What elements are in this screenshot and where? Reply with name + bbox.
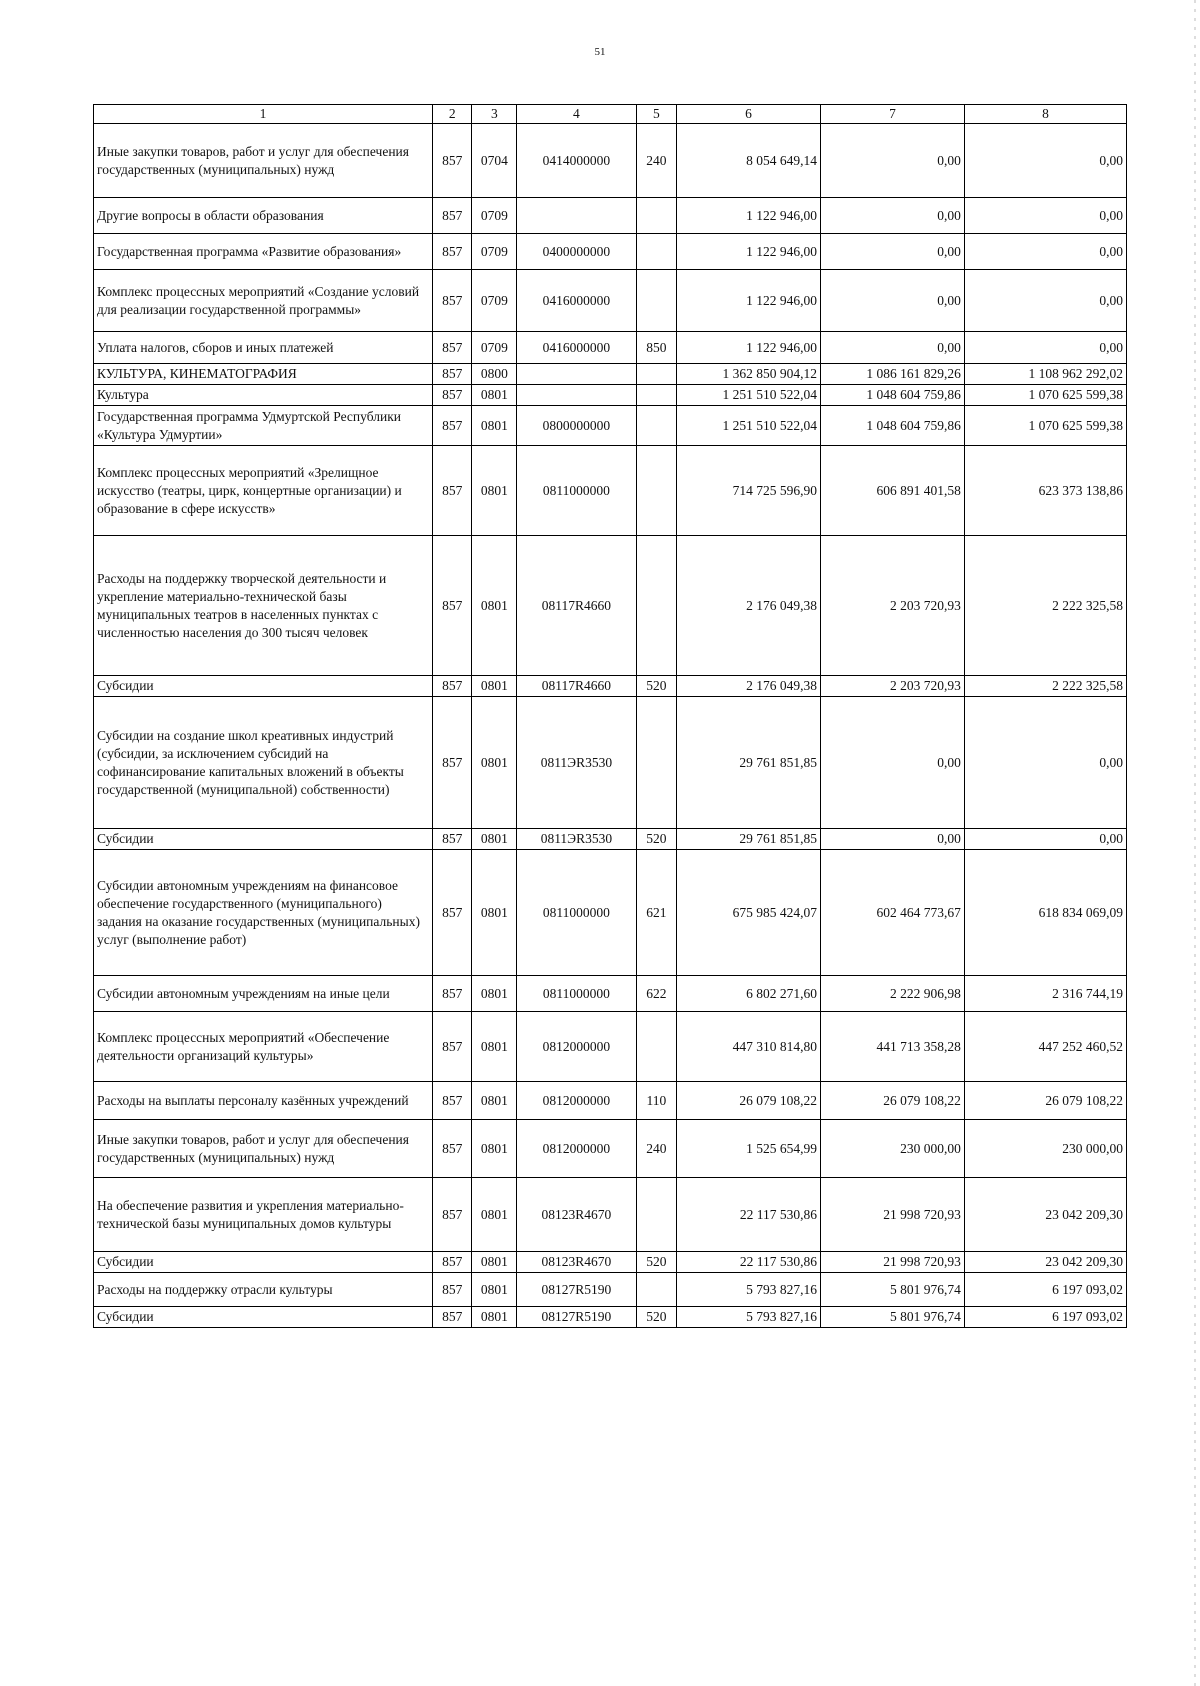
table-row xyxy=(94,1082,1127,1120)
row-value-cell: 623 373 138,86 xyxy=(964,446,1126,536)
row-value-cell: 0416000000 xyxy=(517,332,636,364)
row-value-cell: 857 xyxy=(433,198,472,234)
row-value-cell: 22 117 530,86 xyxy=(677,1252,821,1273)
row-value-cell: 0801 xyxy=(472,676,517,697)
row-value-cell: 0704 xyxy=(472,124,517,198)
table-row xyxy=(94,446,1127,536)
row-name-cell: Культура xyxy=(94,385,433,406)
row-value-cell: 0709 xyxy=(472,332,517,364)
header-cell: 4 xyxy=(517,105,636,124)
row-value-cell: 857 xyxy=(433,234,472,270)
row-value-cell: 0811000000 xyxy=(517,446,636,536)
row-value-cell: 08123R4670 xyxy=(517,1252,636,1273)
row-value-cell: 0414000000 xyxy=(517,124,636,198)
row-value-cell: 1 122 946,00 xyxy=(677,198,821,234)
row-value-cell: 8 054 649,14 xyxy=(677,124,821,198)
row-value-cell xyxy=(517,385,636,406)
row-value-cell xyxy=(636,536,677,676)
row-value-cell: 857 xyxy=(433,1120,472,1178)
row-value-cell: 0,00 xyxy=(821,124,965,198)
row-name-cell: Расходы на выплаты персоналу казённых учреждений xyxy=(94,1082,433,1120)
row-value-cell: 0801 xyxy=(472,697,517,829)
row-name-cell: Комплекс процессных мероприятий «Обеспечение деятельности организаций культуры» xyxy=(94,1012,433,1082)
row-value-cell: 1 251 510 522,04 xyxy=(677,406,821,446)
row-value-cell: 0800 xyxy=(472,364,517,385)
table-row xyxy=(94,124,1127,198)
row-value-cell: 857 xyxy=(433,1307,472,1328)
row-name-cell: Государственная программа Удмуртской Республики «Культура Удмуртии» xyxy=(94,406,433,446)
row-value-cell: 1 122 946,00 xyxy=(677,234,821,270)
table-row xyxy=(94,1252,1127,1273)
row-value-cell: 447 310 814,80 xyxy=(677,1012,821,1082)
row-value-cell: 23 042 209,30 xyxy=(964,1252,1126,1273)
row-value-cell: 606 891 401,58 xyxy=(821,446,965,536)
row-value-cell: 0801 xyxy=(472,1120,517,1178)
row-name-cell: Субсидии xyxy=(94,1252,433,1273)
row-value-cell: 26 079 108,22 xyxy=(677,1082,821,1120)
row-value-cell: 2 222 325,58 xyxy=(964,676,1126,697)
page-number: 51 xyxy=(594,46,606,58)
row-value-cell: 0801 xyxy=(472,829,517,850)
row-value-cell: 5 793 827,16 xyxy=(677,1307,821,1328)
table-row xyxy=(94,1273,1127,1307)
row-name-cell: Иные закупки товаров, работ и услуг для обеспечения государственных (муниципальных) нужд xyxy=(94,124,433,198)
row-value-cell xyxy=(636,1012,677,1082)
row-value-cell: 520 xyxy=(636,1307,677,1328)
row-value-cell: 0,00 xyxy=(821,234,965,270)
row-value-cell: 22 117 530,86 xyxy=(677,1178,821,1252)
row-value-cell: 857 xyxy=(433,536,472,676)
row-value-cell: 857 xyxy=(433,850,472,976)
header-cell: 7 xyxy=(821,105,965,124)
row-value-cell: 26 079 108,22 xyxy=(821,1082,965,1120)
row-value-cell: 21 998 720,93 xyxy=(821,1252,965,1273)
row-value-cell: 622 xyxy=(636,976,677,1012)
row-value-cell: 857 xyxy=(433,976,472,1012)
table-row xyxy=(94,829,1127,850)
row-value-cell: 2 203 720,93 xyxy=(821,676,965,697)
row-name-cell: Комплекс процессных мероприятий «Создание условий для реализации государственной программы» xyxy=(94,270,433,332)
header-cell: 2 xyxy=(433,105,472,124)
row-value-cell: 714 725 596,90 xyxy=(677,446,821,536)
row-value-cell: 0,00 xyxy=(964,198,1126,234)
scan-edge-artifact xyxy=(1194,0,1196,1686)
row-value-cell: 857 xyxy=(433,446,472,536)
row-value-cell: 0,00 xyxy=(964,829,1126,850)
row-value-cell: 2 176 049,38 xyxy=(677,536,821,676)
row-value-cell: 0,00 xyxy=(964,332,1126,364)
row-value-cell: 0811ЭR3530 xyxy=(517,697,636,829)
row-value-cell: 0400000000 xyxy=(517,234,636,270)
row-value-cell: 0811000000 xyxy=(517,850,636,976)
row-value-cell: 447 252 460,52 xyxy=(964,1012,1126,1082)
row-value-cell: 0812000000 xyxy=(517,1120,636,1178)
row-value-cell: 0709 xyxy=(472,198,517,234)
row-value-cell: 857 xyxy=(433,829,472,850)
row-value-cell: 857 xyxy=(433,1252,472,1273)
header-cell: 1 xyxy=(94,105,433,124)
table-row xyxy=(94,198,1127,234)
row-value-cell: 240 xyxy=(636,1120,677,1178)
row-value-cell: 2 203 720,93 xyxy=(821,536,965,676)
row-value-cell xyxy=(636,406,677,446)
row-value-cell: 857 xyxy=(433,124,472,198)
row-value-cell: 1 122 946,00 xyxy=(677,270,821,332)
row-value-cell: 850 xyxy=(636,332,677,364)
row-value-cell: 0,00 xyxy=(821,198,965,234)
row-name-cell: Расходы на поддержку творческой деятельности и укрепление материально-технической базы муниципальных театров в населенных пунктах с численностью населения до 300 тысяч человек xyxy=(94,536,433,676)
row-value-cell: 0811ЭR3530 xyxy=(517,829,636,850)
row-value-cell: 0812000000 xyxy=(517,1082,636,1120)
row-value-cell: 110 xyxy=(636,1082,677,1120)
row-value-cell: 08117R4660 xyxy=(517,676,636,697)
row-name-cell: Субсидии xyxy=(94,676,433,697)
row-value-cell xyxy=(517,198,636,234)
row-value-cell: 0801 xyxy=(472,446,517,536)
row-value-cell: 21 998 720,93 xyxy=(821,1178,965,1252)
row-value-cell: 602 464 773,67 xyxy=(821,850,965,976)
row-value-cell: 857 xyxy=(433,1082,472,1120)
row-value-cell: 0800000000 xyxy=(517,406,636,446)
row-value-cell: 1 048 604 759,86 xyxy=(821,385,965,406)
row-value-cell: 08117R4660 xyxy=(517,536,636,676)
row-value-cell: 2 222 906,98 xyxy=(821,976,965,1012)
row-value-cell: 857 xyxy=(433,1012,472,1082)
row-value-cell: 1 525 654,99 xyxy=(677,1120,821,1178)
row-value-cell: 0,00 xyxy=(821,270,965,332)
row-value-cell: 1 070 625 599,38 xyxy=(964,406,1126,446)
row-value-cell: 0801 xyxy=(472,536,517,676)
header-cell: 6 xyxy=(677,105,821,124)
row-value-cell: 1 048 604 759,86 xyxy=(821,406,965,446)
row-value-cell: 0,00 xyxy=(964,270,1126,332)
row-value-cell: 0801 xyxy=(472,1012,517,1082)
row-value-cell: 0,00 xyxy=(821,829,965,850)
row-value-cell: 26 079 108,22 xyxy=(964,1082,1126,1120)
row-value-cell: 0801 xyxy=(472,1082,517,1120)
row-value-cell: 0416000000 xyxy=(517,270,636,332)
row-name-cell: На обеспечение развития и укрепления материально-технической базы муниципальных домов культуры xyxy=(94,1178,433,1252)
row-value-cell: 1 251 510 522,04 xyxy=(677,385,821,406)
table-row xyxy=(94,850,1127,976)
row-value-cell xyxy=(636,1178,677,1252)
row-value-cell: 23 042 209,30 xyxy=(964,1178,1126,1252)
row-value-cell xyxy=(636,364,677,385)
table-row xyxy=(94,1178,1127,1252)
row-name-cell: Комплекс процессных мероприятий «Зрелищное искусство (театры, цирк, концертные организации) и образование в сфере искусств» xyxy=(94,446,433,536)
row-value-cell xyxy=(636,270,677,332)
row-value-cell: 6 802 271,60 xyxy=(677,976,821,1012)
row-value-cell: 5 793 827,16 xyxy=(677,1273,821,1307)
row-value-cell: 230 000,00 xyxy=(964,1120,1126,1178)
row-value-cell: 441 713 358,28 xyxy=(821,1012,965,1082)
table-row xyxy=(94,676,1127,697)
row-value-cell: 0811000000 xyxy=(517,976,636,1012)
row-value-cell: 0,00 xyxy=(964,234,1126,270)
row-name-cell: Другие вопросы в области образования xyxy=(94,198,433,234)
row-value-cell: 1 362 850 904,12 xyxy=(677,364,821,385)
row-value-cell: 2 176 049,38 xyxy=(677,676,821,697)
row-value-cell: 6 197 093,02 xyxy=(964,1307,1126,1328)
row-value-cell: 29 761 851,85 xyxy=(677,829,821,850)
table-row xyxy=(94,1012,1127,1082)
row-value-cell: 520 xyxy=(636,676,677,697)
row-value-cell: 5 801 976,74 xyxy=(821,1273,965,1307)
header-row xyxy=(94,105,1127,124)
row-value-cell: 2 222 325,58 xyxy=(964,536,1126,676)
table-row xyxy=(94,332,1127,364)
row-value-cell: 0801 xyxy=(472,850,517,976)
header-cell: 3 xyxy=(472,105,517,124)
row-value-cell: 08127R5190 xyxy=(517,1307,636,1328)
row-value-cell: 857 xyxy=(433,332,472,364)
row-value-cell: 520 xyxy=(636,1252,677,1273)
row-value-cell: 857 xyxy=(433,406,472,446)
row-value-cell: 6 197 093,02 xyxy=(964,1273,1126,1307)
row-value-cell: 0,00 xyxy=(964,124,1126,198)
row-value-cell: 857 xyxy=(433,1273,472,1307)
row-value-cell: 621 xyxy=(636,850,677,976)
table-row xyxy=(94,976,1127,1012)
table-row xyxy=(94,1120,1127,1178)
row-value-cell: 0801 xyxy=(472,1178,517,1252)
row-name-cell: Уплата налогов, сборов и иных платежей xyxy=(94,332,433,364)
row-value-cell: 0801 xyxy=(472,1307,517,1328)
row-value-cell: 0801 xyxy=(472,1252,517,1273)
row-name-cell: КУЛЬТУРА, КИНЕМАТОГРАФИЯ xyxy=(94,364,433,385)
row-value-cell: 08123R4670 xyxy=(517,1178,636,1252)
table-row xyxy=(94,364,1127,385)
row-name-cell: Субсидии автономным учреждениям на финансовое обеспечение государственного (муниципального) задания на оказание государственных (муниципальных) услуг (выполнение работ) xyxy=(94,850,433,976)
table-row xyxy=(94,536,1127,676)
row-value-cell: 240 xyxy=(636,124,677,198)
row-name-cell: Иные закупки товаров, работ и услуг для обеспечения государственных (муниципальных) нужд xyxy=(94,1120,433,1178)
row-value-cell: 857 xyxy=(433,385,472,406)
row-value-cell: 0709 xyxy=(472,270,517,332)
row-name-cell: Субсидии на создание школ креативных индустрий (субсидии, за исключением субсидий на софинансирование капитальных вложений в объекты государственной (муниципальной) собственности) xyxy=(94,697,433,829)
row-name-cell: Субсидии xyxy=(94,829,433,850)
row-value-cell: 1 070 625 599,38 xyxy=(964,385,1126,406)
row-value-cell: 0,00 xyxy=(821,697,965,829)
row-value-cell: 0,00 xyxy=(964,697,1126,829)
table-row xyxy=(94,697,1127,829)
row-name-cell: Субсидии автономным учреждениям на иные цели xyxy=(94,976,433,1012)
row-value-cell xyxy=(636,385,677,406)
row-value-cell: 1 086 161 829,26 xyxy=(821,364,965,385)
row-value-cell: 29 761 851,85 xyxy=(677,697,821,829)
row-value-cell: 857 xyxy=(433,270,472,332)
row-value-cell: 230 000,00 xyxy=(821,1120,965,1178)
row-value-cell xyxy=(636,198,677,234)
row-value-cell: 0801 xyxy=(472,406,517,446)
row-name-cell: Расходы на поддержку отрасли культуры xyxy=(94,1273,433,1307)
header-cell: 5 xyxy=(636,105,677,124)
row-value-cell: 1 108 962 292,02 xyxy=(964,364,1126,385)
row-value-cell: 857 xyxy=(433,364,472,385)
row-value-cell xyxy=(636,1273,677,1307)
row-value-cell: 520 xyxy=(636,829,677,850)
table-row xyxy=(94,234,1127,270)
row-value-cell: 0801 xyxy=(472,385,517,406)
row-value-cell: 675 985 424,07 xyxy=(677,850,821,976)
row-value-cell: 1 122 946,00 xyxy=(677,332,821,364)
budget-table xyxy=(93,104,1127,1328)
table-row xyxy=(94,1307,1127,1328)
row-value-cell xyxy=(517,364,636,385)
table-row xyxy=(94,385,1127,406)
row-value-cell: 0801 xyxy=(472,976,517,1012)
row-value-cell: 857 xyxy=(433,676,472,697)
row-name-cell: Государственная программа «Развитие образования» xyxy=(94,234,433,270)
row-value-cell: 0709 xyxy=(472,234,517,270)
row-value-cell: 2 316 744,19 xyxy=(964,976,1126,1012)
row-value-cell: 08127R5190 xyxy=(517,1273,636,1307)
row-value-cell xyxy=(636,234,677,270)
row-value-cell: 0,00 xyxy=(821,332,965,364)
row-value-cell: 618 834 069,09 xyxy=(964,850,1126,976)
row-value-cell xyxy=(636,446,677,536)
row-value-cell: 0812000000 xyxy=(517,1012,636,1082)
row-value-cell: 5 801 976,74 xyxy=(821,1307,965,1328)
table-row xyxy=(94,406,1127,446)
row-value-cell: 857 xyxy=(433,697,472,829)
row-value-cell xyxy=(636,697,677,829)
row-name-cell: Субсидии xyxy=(94,1307,433,1328)
row-value-cell: 0801 xyxy=(472,1273,517,1307)
header-cell: 8 xyxy=(964,105,1126,124)
table-row xyxy=(94,270,1127,332)
row-value-cell: 857 xyxy=(433,1178,472,1252)
